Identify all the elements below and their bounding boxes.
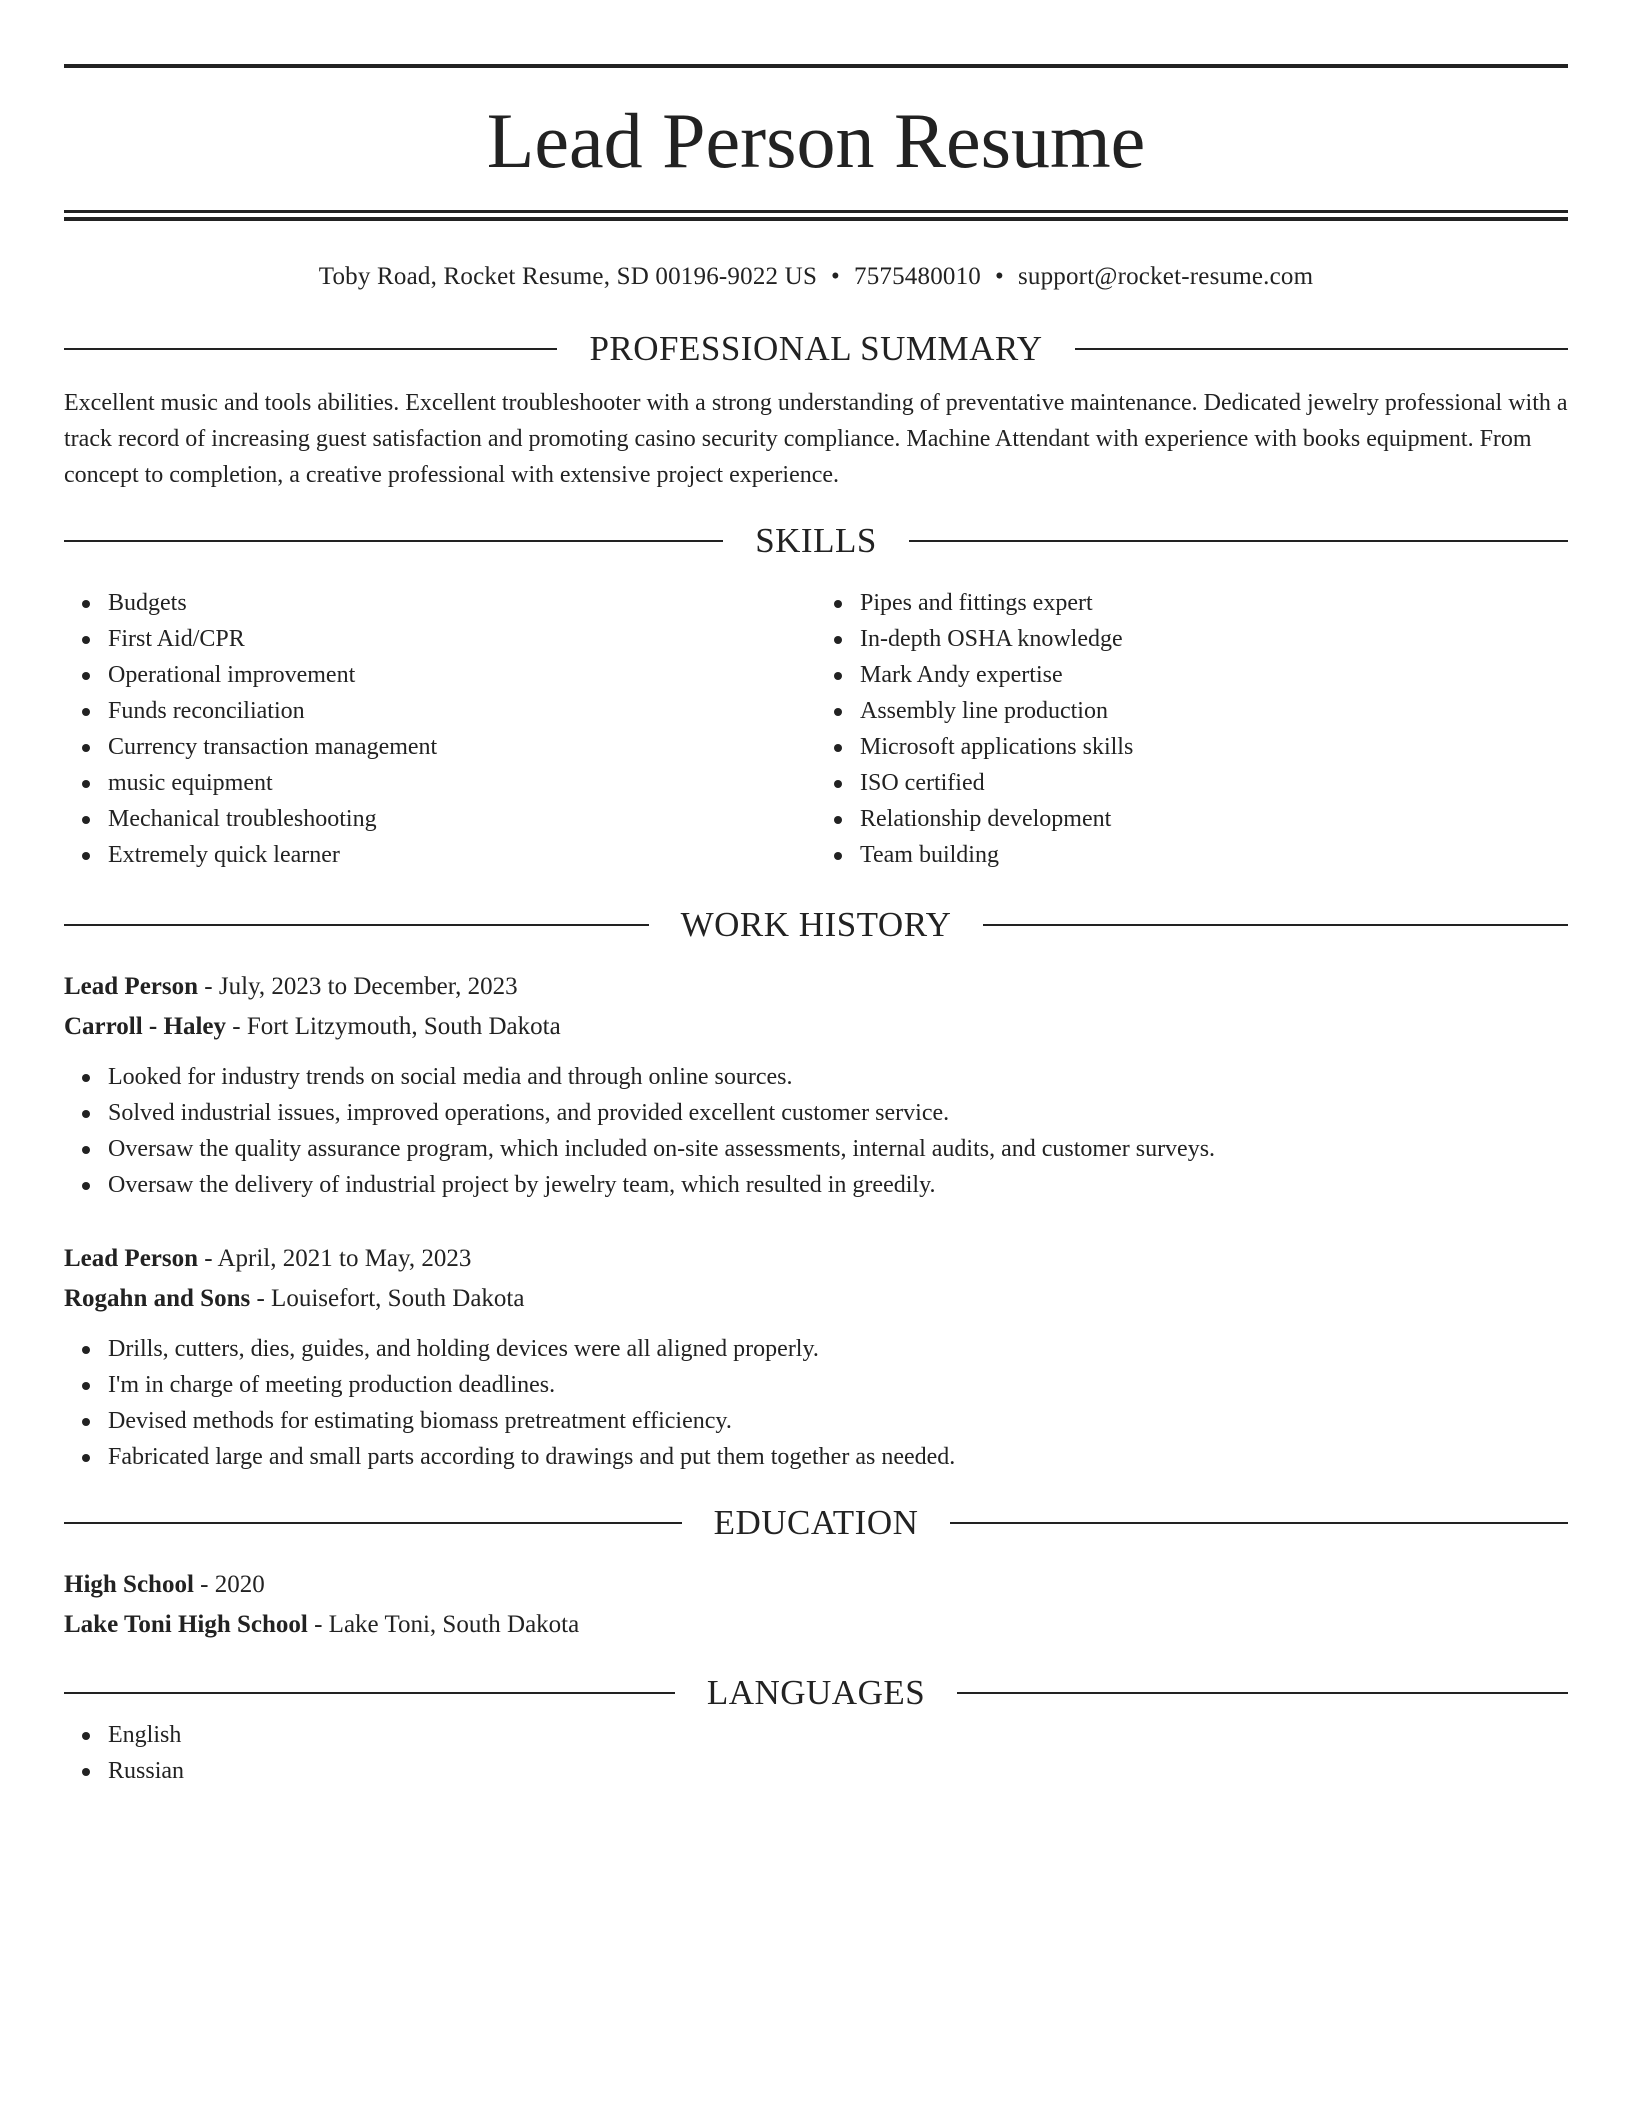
job-bullet: Devised methods for estimating biomass pretreatment efficiency.: [108, 1403, 1568, 1439]
education-school: Lake Toni High School: [64, 1611, 308, 1638]
contact-separator: •: [831, 263, 840, 290]
contact-email: support@rocket-resume.com: [1017, 263, 1314, 290]
summary-text: Excellent music and tools abilities. Excellent troubleshooter with a strong understanding of preventative maintenance. Dedicated jewelry professional with a track record of increasing guest satisfaction and promoting casino security compliance. Machine Attendant with experience with books equipment. From concept to completion, a creative professional with extensive project experience.: [64, 390, 1568, 488]
heading-rule-left: [64, 1692, 675, 1694]
job-dates: - April, 2021 to May, 2023: [198, 1245, 472, 1272]
job-bullet: Oversaw the quality assurance program, which included on-site assessments, internal audits, and customer surveys.: [108, 1131, 1568, 1167]
section-heading-education: [64, 1499, 1568, 1547]
skill-item: Relationship development: [860, 801, 1568, 837]
heading-rule-left: [64, 924, 649, 926]
skills-list-left: [64, 585, 816, 873]
job-location: - Louisefort, South Dakota: [250, 1285, 525, 1312]
job-title: Lead Person: [64, 1245, 199, 1272]
skill-item: Currency transaction management: [108, 729, 816, 765]
contact-separator: •: [995, 263, 1004, 290]
job-company-line: [64, 1007, 1568, 1047]
heading-rule-right: [950, 1522, 1568, 1524]
skill-item: Microsoft applications skills: [860, 729, 1568, 765]
section-title: EDUCATION: [713, 1503, 919, 1542]
job-title: Lead Person: [64, 973, 199, 1000]
section-title: PROFESSIONAL SUMMARY: [589, 329, 1043, 368]
skill-item: Pipes and fittings expert: [860, 585, 1568, 621]
education-degree: High School: [64, 1571, 194, 1598]
job-title-line: [64, 967, 1568, 1007]
job-bullets: [64, 1331, 1568, 1475]
heading-rule-right: [957, 1692, 1568, 1694]
job-company: Rogahn and Sons: [64, 1285, 251, 1312]
skill-item: Budgets: [108, 585, 816, 621]
skill-item: First Aid/CPR: [108, 621, 816, 657]
section-title: LANGUAGES: [706, 1673, 926, 1712]
section-heading-languages: [64, 1669, 1568, 1717]
education-school-line: [64, 1605, 1568, 1645]
skill-item: music equipment: [108, 765, 816, 801]
languages-list: [64, 1717, 1568, 1789]
contact-address: Toby Road, Rocket Resume, SD 00196-9022 US: [318, 263, 818, 290]
skill-item: Assembly line production: [860, 693, 1568, 729]
job-bullets: [64, 1059, 1568, 1203]
heading-rule-left: [64, 1522, 682, 1524]
section-title: WORK HISTORY: [680, 905, 952, 944]
section-heading-work-history: [64, 901, 1568, 949]
language-item: English: [108, 1717, 1568, 1753]
skill-item: Funds reconciliation: [108, 693, 816, 729]
skill-item: ISO certified: [860, 765, 1568, 801]
job-bullet: Fabricated large and small parts according to drawings and put them together as needed.: [108, 1439, 1568, 1475]
skills-columns: [64, 585, 1568, 873]
job-dates: - July, 2023 to December, 2023: [198, 973, 518, 1000]
skills-list-right: [816, 585, 1568, 873]
job-location: - Fort Litzymouth, South Dakota: [226, 1013, 561, 1040]
section-title: SKILLS: [755, 521, 877, 560]
education-location: - Lake Toni, South Dakota: [307, 1611, 580, 1638]
job-entry: [64, 967, 1568, 1203]
skill-item: Operational improvement: [108, 657, 816, 693]
heading-rule-right: [983, 924, 1568, 926]
section-heading-skills: [64, 517, 1568, 565]
job-entry: [64, 1239, 1568, 1475]
education-entry: [64, 1565, 1568, 1645]
skill-item: Extremely quick learner: [108, 837, 816, 873]
skill-item: Mark Andy expertise: [860, 657, 1568, 693]
header-top-rule: [64, 64, 1568, 68]
header-double-rule: [64, 210, 1568, 221]
education-year: - 2020: [193, 1571, 265, 1598]
language-item: Russian: [108, 1753, 1568, 1789]
skill-item: Mechanical troubleshooting: [108, 801, 816, 837]
contact-line: [64, 257, 1568, 297]
heading-rule-left: [64, 348, 557, 350]
education-degree-line: [64, 1565, 1568, 1605]
section-heading-summary: [64, 325, 1568, 373]
job-bullet: Looked for industry trends on social media and through online sources.: [108, 1059, 1568, 1095]
contact-phone: 7575480010: [854, 263, 981, 290]
page-title: Lead Person Resume: [486, 97, 1146, 184]
heading-rule-left: [64, 540, 723, 542]
resume-page: [64, 64, 1568, 1789]
job-company: Carroll - Haley: [64, 1013, 226, 1040]
job-company-line: [64, 1279, 1568, 1319]
heading-rule-right: [909, 540, 1568, 542]
job-bullet: Solved industrial issues, improved operations, and provided excellent customer service.: [108, 1095, 1568, 1131]
skill-item: Team building: [860, 837, 1568, 873]
job-bullet: Drills, cutters, dies, guides, and holding devices were all aligned properly.: [108, 1331, 1568, 1367]
job-bullet: I'm in charge of meeting production deadlines.: [108, 1367, 1568, 1403]
skill-item: In-depth OSHA knowledge: [860, 621, 1568, 657]
job-bullet: Oversaw the delivery of industrial project by jewelry team, which resulted in greedily.: [108, 1167, 1568, 1203]
job-title-line: [64, 1239, 1568, 1279]
heading-rule-right: [1075, 348, 1568, 350]
